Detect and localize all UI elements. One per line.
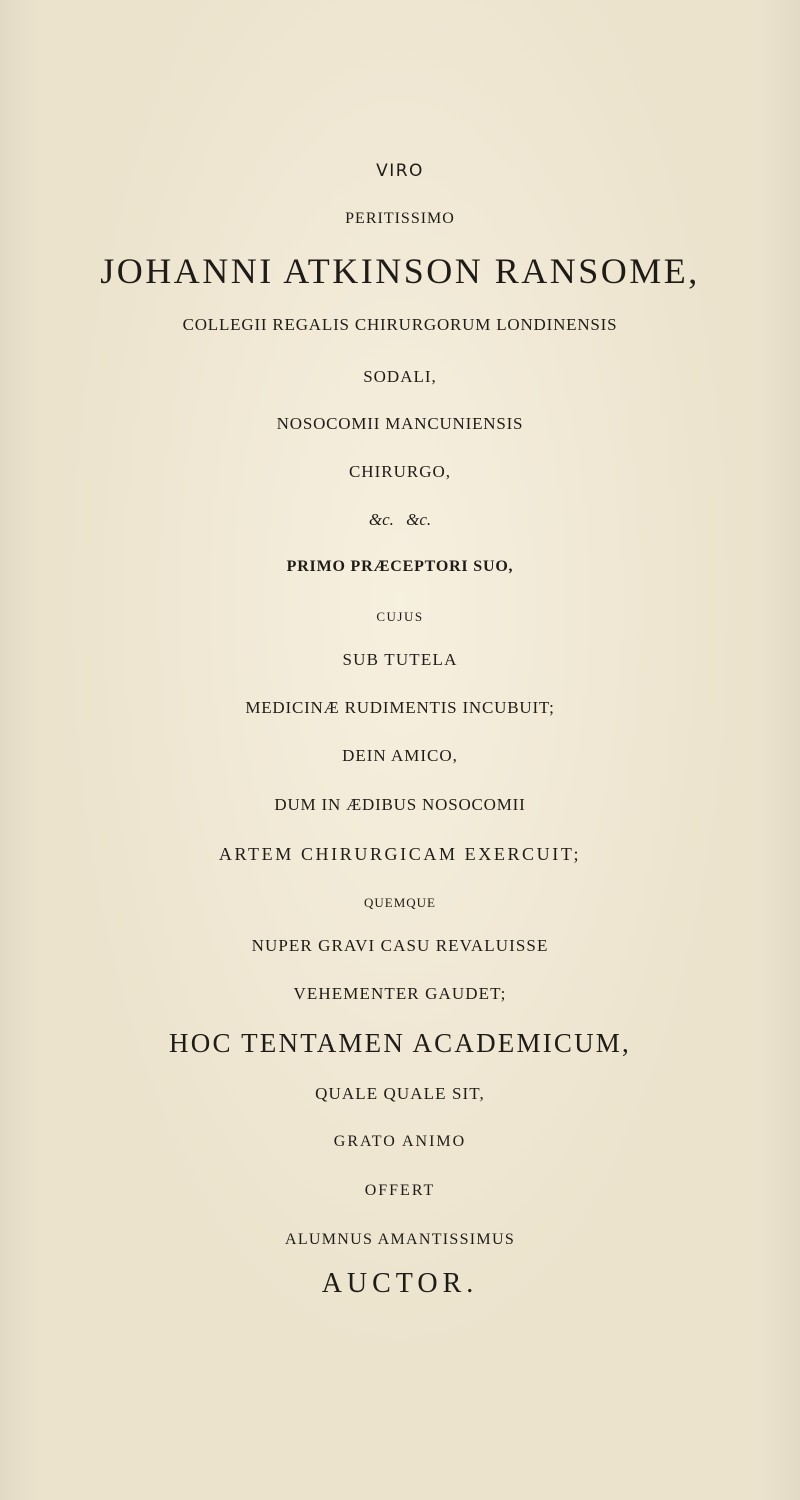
line-primo: PRIMO PRÆCEPTORI SUO,: [286, 558, 514, 575]
dedicatee-name: JOHANNI ATKINSON RANSOME,: [100, 251, 700, 291]
line-medicinae: MEDICINÆ RUDIMENTIS INCUBUIT;: [245, 698, 555, 717]
line-offert: OFFERT: [364, 1182, 436, 1199]
line-alumnus: ALUMNUS AMANTISSIMUS: [284, 1231, 516, 1248]
line-quale: QUALE QUALE SIT,: [315, 1084, 485, 1103]
line-quemque: QUEMQUE: [364, 895, 436, 910]
line-chirurgo: CHIRURGO,: [348, 462, 452, 481]
line-college: COLLEGII REGALIS CHIRURGORUM LONDINENSIS: [182, 315, 618, 334]
line-dum: DUM IN ÆDIBUS NOSOCOMII: [274, 795, 526, 814]
line-hoc-tentamen: HOC TENTAMEN ACADEMICUM,: [169, 1028, 631, 1058]
line-peritissimo: PERITISSIMO: [345, 210, 455, 227]
line-nosocomii: NOSOCOMII MANCUNIENSIS: [276, 414, 524, 433]
line-dein: DEIN AMICO,: [342, 746, 458, 765]
line-cujus: CUJUS: [376, 609, 424, 624]
line-sodali: SODALI,: [363, 367, 437, 386]
line-artem: ARTEM CHIRURGICAM EXERCUIT;: [218, 844, 582, 864]
line-etc: &c. &c.: [368, 510, 432, 529]
heading-viro: VIRO: [376, 161, 424, 181]
line-nuper: NUPER GRAVI CASU REVALUISSE: [251, 936, 549, 955]
line-vehementer: VEHEMENTER GAUDET;: [293, 984, 507, 1003]
line-sub-tutela: SUB TUTELA: [342, 650, 458, 669]
line-grato-animo: GRATO ANIMO: [333, 1133, 467, 1150]
line-auctor: AUCTOR.: [321, 1268, 479, 1299]
